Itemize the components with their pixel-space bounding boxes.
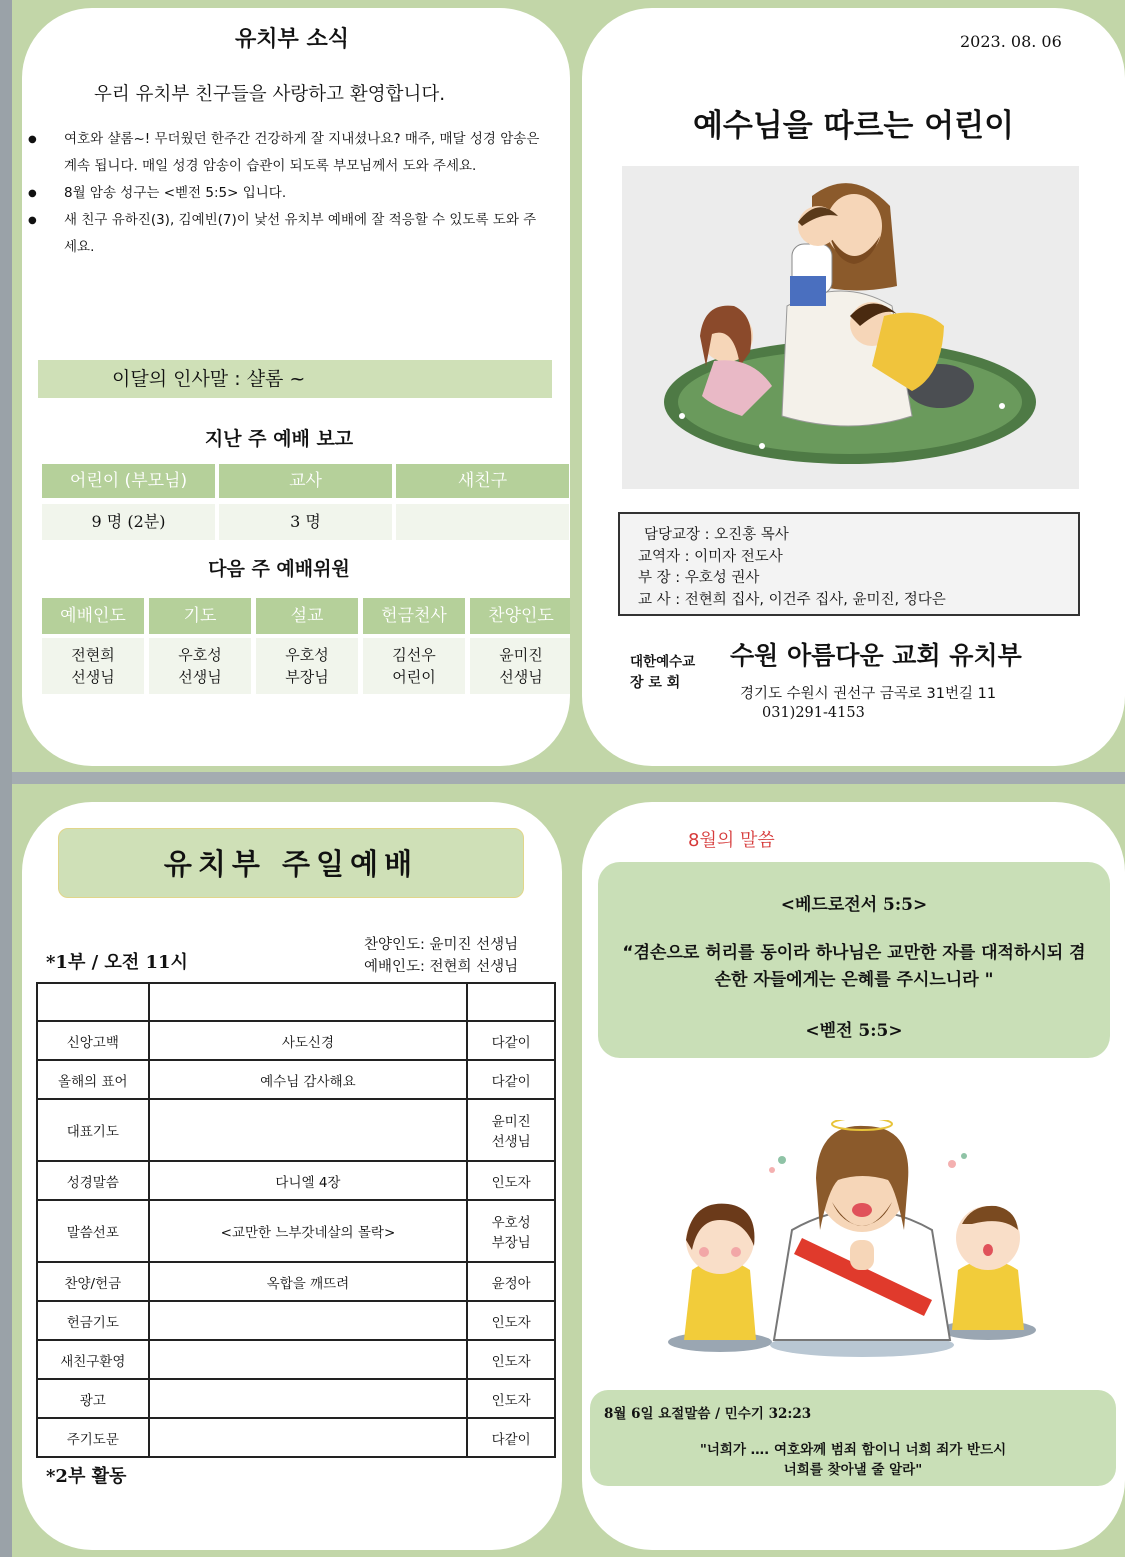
order-content (149, 983, 468, 1021)
order-row (37, 1301, 555, 1340)
order-content: 예수님 감사해요 (149, 1060, 468, 1099)
denomination: 대한예수교 (630, 654, 696, 670)
order-who (467, 983, 555, 1021)
order-content (149, 1340, 468, 1379)
order-item: 광고 (37, 1379, 149, 1418)
info-line: 담당교장 : 오진홍 목사 (644, 527, 789, 543)
staff-cell (470, 638, 570, 694)
verse-reference: <베드로전서 5:5> (780, 895, 928, 915)
staff-title: 다음 주 예배위원 (208, 558, 350, 580)
order-item: 말씀선포 (37, 1200, 149, 1262)
staff-cell (363, 638, 465, 694)
report-value: 9 명 (2분) (42, 504, 215, 540)
praise-leader: 찬양인도: 윤미진 선생님 (364, 937, 519, 953)
order-content (149, 1418, 468, 1457)
staff-header: 예배인도 (42, 598, 144, 634)
order-row (37, 1060, 555, 1099)
order-item (37, 983, 149, 1021)
order-row (37, 1200, 555, 1262)
verse-box (598, 862, 1110, 1058)
jesus-with-children-illustration (622, 166, 1079, 489)
staff-cell (256, 638, 358, 694)
cover-panel (582, 8, 1125, 766)
order-content: 사도신경 (149, 1021, 468, 1060)
order-item: 새친구환영 (37, 1340, 149, 1379)
bulletin-date: 2023. 08. 06 (960, 32, 1062, 51)
bullet-text: 8월 암송 성구는 <벧전 5:5> 입니다. (64, 185, 287, 201)
verse-line: “겸손으로 허리를 동이라 하나님은 교만한 자를 대적하시되 겸 (622, 943, 1086, 963)
bullet-item (22, 126, 562, 180)
staff-header: 찬양인도 (470, 598, 570, 634)
bullet-item (22, 180, 562, 207)
denomination-sub: 장 로 회 (630, 675, 681, 691)
page-divider (12, 772, 1125, 784)
order-row (37, 1161, 555, 1200)
jesus-praying-illustration (632, 1120, 1072, 1360)
order-row (37, 1021, 555, 1060)
worship-leader: 예배인도: 전현희 선생님 (364, 959, 519, 975)
order-who: 윤정아 (467, 1262, 555, 1301)
verse-text (598, 940, 1110, 994)
leaders-block (364, 934, 518, 978)
kindergarten-news-panel (22, 8, 570, 766)
order-content (149, 1301, 468, 1340)
monthly-greeting: 이달의 인사말 : 샬롬 ~ (38, 360, 552, 398)
staff-role: 선생님 (178, 668, 222, 686)
bullet-text: 계속 됩니다. 매일 성경 암송이 습관이 되도록 부모님께서 도와 주세요. (64, 158, 477, 174)
staff-role: 어린이 (392, 668, 436, 686)
attendance-table (42, 464, 569, 540)
bullet-text: 세요. (64, 239, 95, 255)
memory-line: "너희가 …. 여호와께 범죄 함이니 너희 죄가 반드시 (699, 1442, 1007, 1458)
info-line: 부 장 : 우호성 권사 (638, 570, 760, 586)
memory-verse-box (590, 1390, 1116, 1486)
order-row (37, 1418, 555, 1457)
report-title: 지난 주 예배 보고 (204, 428, 354, 450)
order-who: 인도자 (467, 1301, 555, 1340)
order-who: 다같이 (467, 1060, 555, 1099)
order-item: 신앙고백 (37, 1021, 149, 1060)
staff-name: 우호성 (285, 646, 329, 664)
bullet-dot: ● (28, 188, 37, 199)
staff-table (42, 598, 570, 694)
bullet-dot: ● (28, 215, 37, 226)
report-header: 교사 (219, 464, 392, 498)
order-item: 올해의 표어 (37, 1060, 149, 1099)
order-who: 인도자 (467, 1161, 555, 1200)
part2-label: *2부 활동 (46, 1466, 127, 1487)
staff-role: 선생님 (499, 668, 543, 686)
staff-name: 전현희 (71, 646, 115, 664)
church-phone: 031)291-4153 (762, 705, 865, 721)
staff-cell (149, 638, 251, 694)
staff-cell (42, 638, 144, 694)
verse-line: 손한 자들에게는 은혜를 주시느니라 " (714, 970, 994, 990)
order-who: 인도자 (467, 1379, 555, 1418)
memory-verse-label: 8월 6일 요절말씀 / 민수기 32:23 (604, 1406, 812, 1422)
order-content (149, 1379, 468, 1418)
bullet-dot: ● (28, 134, 37, 145)
staff-header: 설교 (256, 598, 358, 634)
cover-title: 예수님을 따르는 어린이 (692, 108, 1015, 144)
worship-order-panel (22, 802, 562, 1550)
news-title: 유치부 소식 (235, 27, 349, 52)
order-who: 다같이 (467, 1021, 555, 1060)
staff-name: 우호성 (178, 646, 222, 664)
news-bullets (22, 126, 562, 261)
staff-name: 윤미진 (499, 646, 543, 664)
verse-short-ref: <벧전 5:5> (805, 1021, 903, 1041)
verse-heading: 8월의 말씀 (688, 830, 775, 851)
order-row (37, 1099, 555, 1161)
order-item: 헌금기도 (37, 1301, 149, 1340)
order-row (37, 983, 555, 1021)
info-line: 교역자 : 이미자 전도사 (638, 548, 783, 565)
church-name: 수원 아름다운 교회 유치부 (730, 641, 1022, 670)
report-header: 어린이 (부모님) (42, 464, 215, 498)
monthly-verse-panel (582, 802, 1125, 1550)
worship-title: 유치부 주일예배 (58, 828, 524, 898)
order-content: 다니엘 4장 (149, 1161, 468, 1200)
info-line: 교 사 : 전현희 집사, 이건주 집사, 윤미진, 정다은 (638, 591, 946, 608)
staff-name: 김선우 (392, 646, 436, 664)
order-row (37, 1262, 555, 1301)
order-who: 인도자 (467, 1340, 555, 1379)
report-value (396, 504, 569, 540)
order-row (37, 1340, 555, 1379)
order-who: 다같이 (467, 1418, 555, 1457)
order-item: 성경말씀 (37, 1161, 149, 1200)
order-content (149, 1099, 468, 1161)
bullet-item (22, 207, 562, 261)
church-address: 경기도 수원시 권선구 금곡로 31번길 11 (740, 686, 997, 702)
order-content: <교만한 느부갓네살의 몰락> (149, 1200, 468, 1262)
report-value: 3 명 (219, 504, 392, 540)
memory-line: 너희를 찾아낼 줄 알라" (783, 1462, 923, 1478)
memory-verse-text (590, 1440, 1116, 1480)
welcome-text: 우리 유치부 친구들을 사랑하고 환영합니다. (94, 84, 446, 105)
bullet-text: 새 친구 유하진(3), 김예빈(7)이 낯선 유치부 예배에 잘 적응할 수 있도록 도와 주 (64, 212, 537, 228)
staff-header: 헌금천사 (363, 598, 465, 634)
report-header: 새친구 (396, 464, 569, 498)
staff-header: 기도 (149, 598, 251, 634)
worship-order-table (36, 982, 556, 1458)
order-item: 찬양/헌금 (37, 1262, 149, 1301)
left-margin-bar (0, 0, 12, 1557)
staff-role: 선생님 (71, 668, 115, 686)
order-who: 우호성 부장님 (467, 1200, 555, 1262)
order-row (37, 1379, 555, 1418)
service-time: *1부 / 오전 11시 (46, 952, 188, 973)
staff-role: 부장님 (285, 668, 329, 686)
order-item: 대표기도 (37, 1099, 149, 1161)
order-content: 옥합을 깨뜨려 (149, 1262, 468, 1301)
order-who: 윤미진 선생님 (467, 1099, 555, 1161)
order-item: 주기도문 (37, 1418, 149, 1457)
staff-info-box (618, 512, 1080, 616)
bullet-text: 여호와 샬롬~! 무더웠던 한주간 건강하게 잘 지내셨나요? 매주, 매달 성경 암송은 (64, 131, 540, 147)
